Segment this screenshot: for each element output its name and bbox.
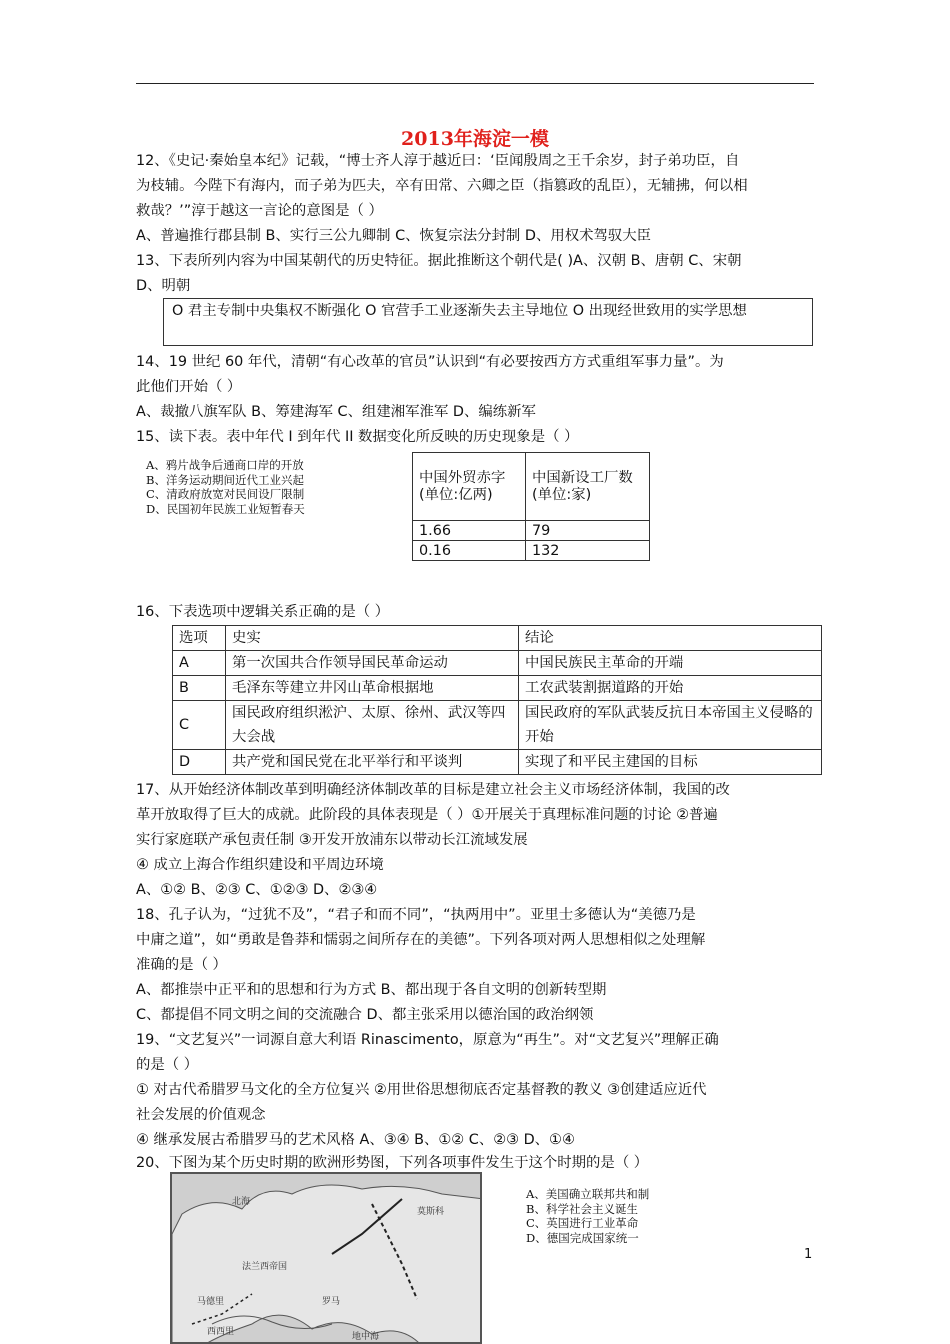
q18-options: A、都推崇中正平和的思想和行为方式 B、都出现于各自文明的创新转型期 <box>136 982 607 998</box>
q13-line: 13、下表所列内容为中国某朝代的历史特征。据此推断这个朝代是( )A、汉朝 B、唐朝 C、宋朝 <box>136 253 742 269</box>
q16-header: 选项 <box>173 626 226 651</box>
map-label: 法兰西帝国 <box>242 1262 288 1272</box>
q16-cell: 实现了和平民主建国的目标 <box>519 750 822 775</box>
q15-table <box>412 452 650 561</box>
q12-line: 为枝辅。今陛下有海内，而子弟为匹夫，卒有田常、六卿之臣（指篡政的乱臣），无辅拂，何以相 <box>136 178 748 194</box>
header-rule <box>136 83 814 84</box>
q16-stem: 16、下表选项中逻辑关系正确的是（ ） <box>136 604 390 620</box>
q15-cell: 79 <box>526 521 650 541</box>
q13-feature-box <box>163 298 813 346</box>
q15-option: A、鸦片战争后通商口岸的开放 <box>146 458 304 472</box>
q14-options: A、裁撤八旗军队 B、筹建海军 C、组建湘军淮军 D、编练新军 <box>136 404 536 420</box>
q12-line: 救哉？’”淳于越这一言论的意图是（ ） <box>136 203 383 219</box>
q13-line: D、明朝 <box>136 278 191 294</box>
map-drawing <box>172 1174 482 1344</box>
q15-stem: 15、读下表。表中年代 I 到年代 II 数据变化所反映的历史现象是（ ） <box>136 429 579 445</box>
q16-cell: A <box>173 651 226 676</box>
q17-line: ④ 成立上海合作组织建设和平周边环境 <box>136 857 384 873</box>
q15-options <box>146 458 305 516</box>
europe-map-image <box>170 1172 482 1344</box>
q15-header: 中国外贸赤字(单位:亿两) <box>413 453 526 521</box>
q17-options: A、①② B、②③ C、①②③ D、②③④ <box>136 882 378 898</box>
q12-options: A、普遍推行郡县制 B、实行三公九卿制 C、恢复宗法分封制 D、用权术驾驭大臣 <box>136 228 652 244</box>
map-label: 西西里 <box>207 1327 235 1337</box>
map-label: 地中海 <box>352 1332 380 1342</box>
page-title: 2013年海淀一模 <box>401 128 549 150</box>
q15-header: 中国新设工厂数(单位:家) <box>526 453 650 521</box>
q19-line: ① 对古代希腊罗马文化的全方位复兴 ②用世俗思想彻底否定基督教的教义 ③创建适应近代 <box>136 1082 707 1098</box>
q16-header: 史实 <box>226 626 519 651</box>
q20-option: A、美国确立联邦共和制 <box>526 1187 650 1201</box>
q14-line: 此他们开始（ ） <box>136 379 242 395</box>
q16-header: 结论 <box>519 626 822 651</box>
q16-cell: 共产党和国民党在北平举行和平谈判 <box>226 750 519 775</box>
q19-line: ④ 继承发展古希腊罗马的艺术风格 A、③④ B、①② C、②③ D、①④ <box>136 1132 575 1148</box>
q15-cell: 132 <box>526 541 650 561</box>
q19-line: 的是（ ） <box>136 1057 199 1073</box>
q17-line: 17、从开始经济体制改革到明确经济体制改革的目标是建立社会主义市场经济体制，我国的改 <box>136 782 730 798</box>
q20-option: B、科学社会主义诞生 <box>526 1201 638 1216</box>
q17-line: 革开放取得了巨大的成就。此阶段的具体表现是（ ）①开展关于真理标准问题的讨论 ②普遍 <box>136 807 718 823</box>
q15-cell: 1.66 <box>413 521 526 541</box>
q20-options <box>526 1187 649 1245</box>
map-label: 北海 <box>232 1197 251 1207</box>
q19-line: 社会发展的价值观念 <box>136 1107 266 1123</box>
q15-option: D、民国初年民族工业短暂春天 <box>146 501 305 516</box>
q16-cell: 工农武装割据道路的开始 <box>519 676 822 701</box>
q16-cell: 毛泽东等建立井冈山革命根据地 <box>226 676 519 701</box>
q20-option: D、德国完成国家统一 <box>526 1230 639 1245</box>
map-label: 马德里 <box>197 1297 225 1307</box>
map-label: 罗马 <box>322 1297 341 1307</box>
q20-stem: 20、下图为某个历史时期的欧洲形势图，下列各项事件发生于这个时期的是（ ） <box>136 1155 649 1171</box>
q16-cell: 国民政府组织淞沪、太原、徐州、武汉等四大会战 <box>226 701 519 750</box>
q16-cell: D <box>173 750 226 775</box>
q18-line: 准确的是（ ） <box>136 957 227 973</box>
q15-option: C、清政府放宽对民间设厂限制 <box>146 487 305 501</box>
q16-cell: B <box>173 676 226 701</box>
q12-line: 12、《史记·秦始皇本纪》记载，“博士齐人淳于越近曰：‘臣闻殷周之王千余岁，封子弟功臣，自 <box>136 153 740 169</box>
q15-cell: 0.16 <box>413 541 526 561</box>
q18-options: C、都提倡不同文明之间的交流融合 D、都主张采用以德治国的政治纲领 <box>136 1007 594 1023</box>
q16-cell: 中国民族民主革命的开端 <box>519 651 822 676</box>
q19-line: 19、“文艺复兴”一词源自意大利语 Rinascimento，原意为“再生”。对“文艺复兴”理解正确 <box>136 1032 719 1048</box>
q14-line: 14、19 世纪 60 年代，清朝“有心改革的官员”认识到“有必要按西方方式重组军事力量”。为 <box>136 354 724 370</box>
map-label: 莫斯科 <box>417 1207 445 1217</box>
q16-cell: 国民政府的军队武装反抗日本帝国主义侵略的开始 <box>519 701 822 750</box>
q16-cell: 第一次国共合作领导国民革命运动 <box>226 651 519 676</box>
q18-line: 中庸之道”，如“勇敢是鲁莽和懦弱之间所存在的美德”。下列各项对两人思想相似之处理解 <box>136 932 706 948</box>
q16-table <box>172 625 822 775</box>
q20-option: C、英国进行工业革命 <box>526 1216 639 1230</box>
q17-line: 实行家庭联产承包责任制 ③开发开放浦东以带动长江流域发展 <box>136 832 528 848</box>
page-number: 1 <box>804 1247 813 1262</box>
q18-line: 18、孔子认为，“过犹不及”，“君子和而不同”，“执两用中”。亚里士多德认为“美德乃是 <box>136 907 696 923</box>
q13-feature-text: O 君主专制中央集权不断强化 O 官营手工业逐渐失去主导地位 O 出现经世致用的实学思想 <box>172 303 747 319</box>
q16-cell: C <box>173 701 226 750</box>
q15-option: B、洋务运动期间近代工业兴起 <box>146 472 304 487</box>
